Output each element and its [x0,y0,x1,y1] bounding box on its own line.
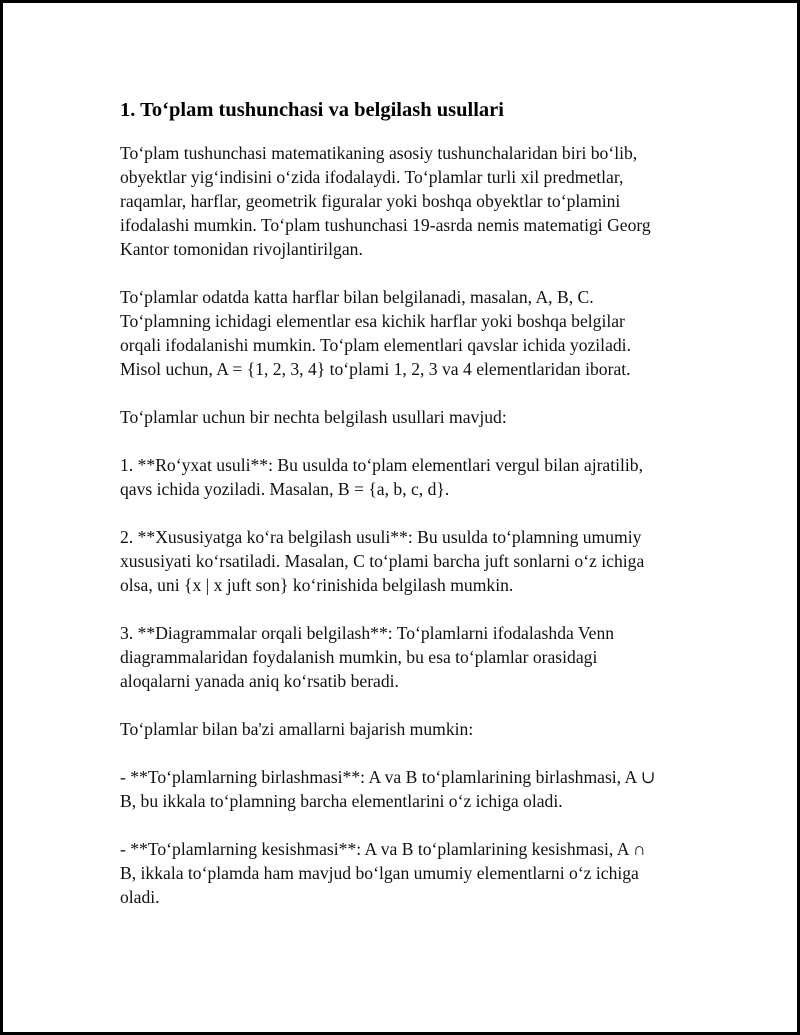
text-line: obyektlar yig‘indisini o‘zida ifodalaydi. To‘plamlar turli xil predmetlar, [120,167,624,187]
text-line: 3. **Diagrammalar orqali belgilash**: To‘plamlarni ifodalashda Venn [120,623,615,643]
text-line: To‘plamlar odatda katta harflar bilan belgilanadi, masalan, A, B, C. [120,287,594,307]
text-line: ifodalashi mumkin. To‘plam tushunchasi 19-asrda nemis matematigi Georg [120,215,651,235]
text-line: To‘plamlar bilan ba'zi amallarni bajarish mumkin: [120,719,474,739]
paragraph-diagram-method [120,621,710,693]
text-line: qavs ichida yoziladi. Masalan, B = {a, b, c, d}. [120,479,450,499]
paragraph-intersection [120,837,710,909]
paragraph-union [120,765,710,813]
text-line: aloqalarni yanada aniq ko‘rsatib beradi. [120,671,399,691]
paragraph-property-method [120,525,710,597]
document-title: 1. To‘plam tushunchasi va belgilash usullari [120,99,504,121]
text-line: - **To‘plamlarning kesishmasi**: A va B to‘plamlarining kesishmasi, A ∩ [120,839,646,859]
text-line: olsa, uni {x | x juft son} ko‘rinishida belgilash mumkin. [120,575,514,595]
text-line: To‘plamlar uchun bir nechta belgilash usullari mavjud: [120,407,507,427]
text-line: B, ikkala to‘plamda ham mavjud bo‘lgan umumiy elementlarni o‘z ichiga [120,863,639,883]
document-content [120,96,710,933]
paragraph-methods-intro [120,405,710,429]
text-line: Misol uchun, A = {1, 2, 3, 4} to‘plami 1, 2, 3 va 4 elementlaridan iborat. [120,359,631,379]
paragraph-intro [120,141,710,261]
paragraph-notation [120,285,710,381]
text-line: 1. **Ro‘yxat usuli**: Bu usulda to‘plam elementlari vergul bilan ajratilib, [120,455,643,475]
text-line: B, bu ikkala to‘plamning barcha elementlarini o‘z ichiga oladi. [120,791,563,811]
text-line: orqali ifodalanishi mumkin. To‘plam elementlari qavslar ichida yoziladi. [120,335,631,355]
text-line: To‘plamning ichidagi elementlar esa kichik harflar yoki boshqa belgilar [120,311,625,331]
text-line: 2. **Xususiyatga ko‘ra belgilash usuli**: Bu usulda to‘plamning umumiy [120,527,642,547]
text-line: oladi. [120,887,160,907]
text-line: - **To‘plamlarning birlashmasi**: A va B to‘plamlarining birlashmasi, A ∪ [120,767,656,787]
text-line: Kantor tomonidan rivojlantirilgan. [120,239,363,259]
paragraph-list-method [120,453,710,501]
paragraph-operations-intro [120,717,710,741]
text-line: xususiyati ko‘rsatiladi. Masalan, C to‘plami barcha juft sonlarni o‘z ichiga [120,551,645,571]
text-line: raqamlar, harflar, geometrik figuralar yoki boshqa obyektlar to‘plamini [120,191,621,211]
text-line: diagrammalaridan foydalanish mumkin, bu esa to‘plamlar orasidagi [120,647,598,667]
text-line: To‘plam tushunchasi matematikaning asosiy tushunchalaridan biri bo‘lib, [120,143,638,163]
